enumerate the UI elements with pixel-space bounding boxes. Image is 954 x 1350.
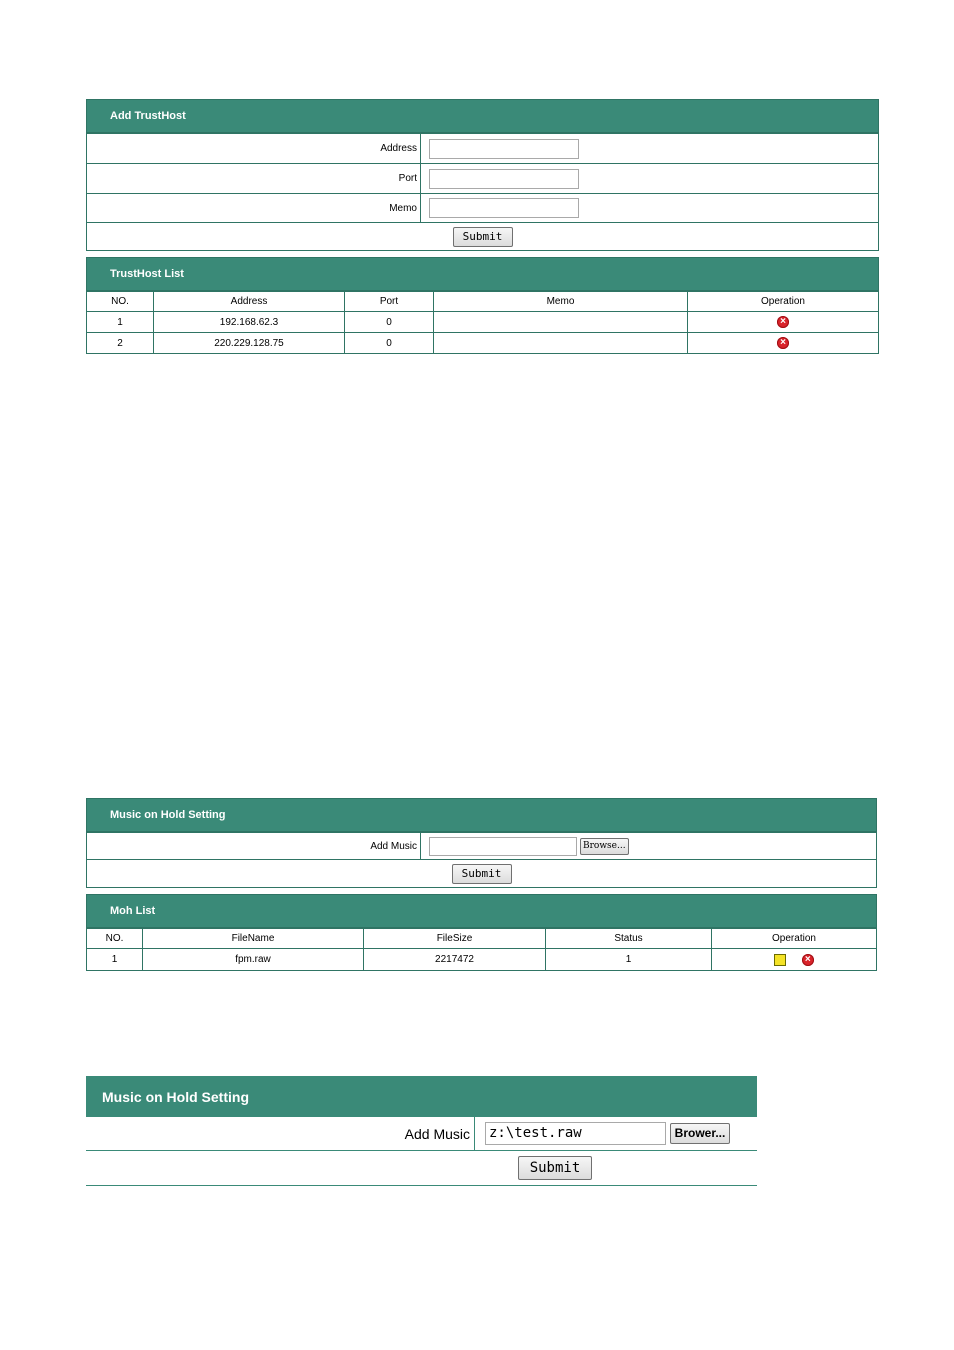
moh-setting-header [86, 798, 877, 832]
memo-input[interactable] [429, 198, 579, 218]
row-operation [688, 333, 879, 354]
trusthost-list-title: TrustHost List [110, 268, 184, 280]
moh-setting-form [86, 832, 877, 888]
address-input[interactable] [429, 139, 579, 159]
moh-table [86, 928, 877, 971]
row-no: 1 [87, 949, 143, 971]
trusthost-list-header [86, 257, 879, 291]
moh-list-title: Moh List [110, 905, 156, 917]
moh-list-panel [86, 894, 877, 971]
col-no: NO. [87, 929, 143, 949]
row-status: 1 [546, 949, 712, 971]
moh-table-header [87, 929, 877, 949]
moh-list-header [86, 894, 877, 928]
add-music-label: Add Music [87, 833, 421, 860]
moh-submit-button[interactable]: Submit [452, 864, 512, 884]
row-no: 1 [87, 312, 154, 333]
row-address: 220.229.128.75 [154, 333, 345, 354]
col-no: NO. [87, 292, 154, 312]
add-trusthost-header [86, 99, 879, 133]
row-no: 2 [87, 333, 154, 354]
trusthost-submit-button[interactable]: Submit [453, 227, 513, 247]
edit-icon[interactable] [774, 954, 786, 966]
port-label: Port [87, 164, 421, 194]
row-address: 192.168.62.3 [154, 312, 345, 333]
col-memo: Memo [434, 292, 688, 312]
add-trusthost-form [86, 133, 879, 251]
row-port: 0 [345, 333, 434, 354]
music-file-input[interactable] [429, 837, 577, 856]
trusthost-table-header [87, 292, 879, 312]
trusthost-list-panel [86, 257, 879, 354]
col-operation: Operation [688, 292, 879, 312]
row-port: 0 [345, 312, 434, 333]
delete-icon[interactable]: × [777, 316, 789, 328]
row-memo [434, 333, 688, 354]
moh-setting-header-zoomed [86, 1076, 757, 1117]
row-filesize: 2217472 [364, 949, 546, 971]
moh-setting-title-zoomed: Music on Hold Setting [102, 1088, 249, 1105]
add-music-label-zoomed: Add Music [86, 1117, 475, 1150]
col-operation: Operation [712, 929, 877, 949]
trusthost-table [86, 291, 879, 354]
moh-submit-button-zoomed[interactable]: Submit [518, 1156, 592, 1180]
row-memo [434, 312, 688, 333]
moh-submit-row-zoomed [86, 1151, 757, 1186]
moh-setting-form-zoomed [86, 1117, 757, 1151]
row-filename: fpm.raw [143, 949, 364, 971]
memo-label: Memo [87, 194, 421, 223]
row-operation [688, 312, 879, 333]
music-file-input-zoomed[interactable]: z:\test.raw [485, 1122, 666, 1145]
browse-button[interactable]: Browse... [580, 838, 629, 855]
browse-button-zoomed[interactable]: Brower... [670, 1123, 730, 1144]
row-operation [712, 949, 877, 971]
table-row [87, 333, 879, 354]
table-row [87, 312, 879, 333]
address-label: Address [87, 134, 421, 164]
col-filename: FileName [143, 929, 364, 949]
delete-icon[interactable]: × [802, 954, 814, 966]
moh-setting-panel-zoomed [86, 1076, 757, 1186]
delete-icon[interactable]: × [777, 337, 789, 349]
col-filesize: FileSize [364, 929, 546, 949]
add-trusthost-title: Add TrustHost [110, 110, 186, 122]
col-address: Address [154, 292, 345, 312]
port-input[interactable] [429, 169, 579, 189]
moh-setting-panel [86, 798, 877, 888]
table-row [87, 949, 877, 971]
add-trusthost-panel [86, 99, 879, 251]
col-status: Status [546, 929, 712, 949]
col-port: Port [345, 292, 434, 312]
moh-setting-title: Music on Hold Setting [110, 809, 226, 821]
